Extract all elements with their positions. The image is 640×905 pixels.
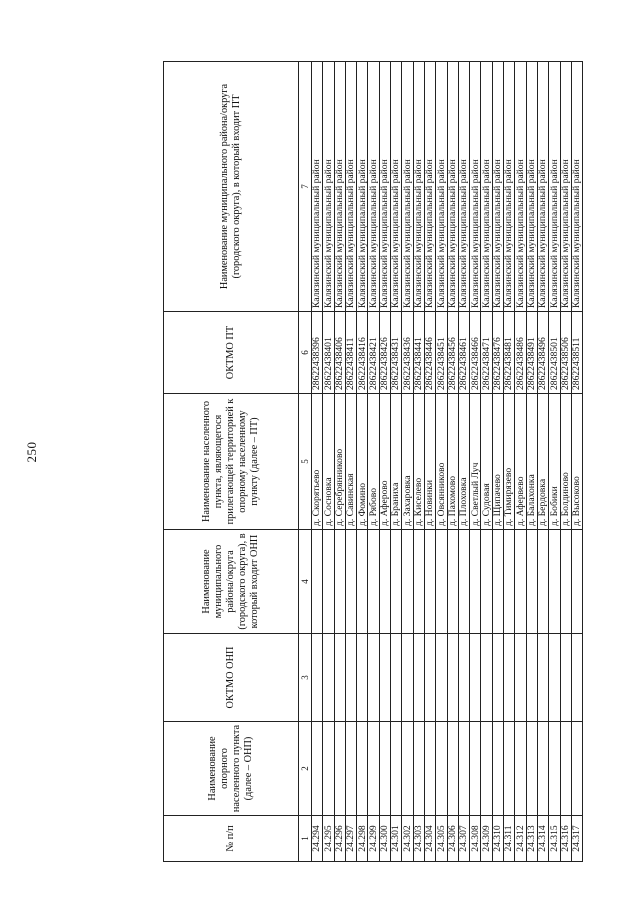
pt-name-cell: д. Щипачево <box>492 394 503 530</box>
onp-district-cell <box>549 530 560 634</box>
onp-oktmo-cell <box>571 634 582 722</box>
pt-district-cell: Калязинский муниципальный район <box>413 62 424 312</box>
onp-district-cell <box>323 530 334 634</box>
row-number: 24.299 <box>368 816 379 862</box>
onp-oktmo-cell <box>402 634 413 722</box>
row-number: 24.294 <box>312 816 323 862</box>
onp-district-cell <box>345 530 356 634</box>
onp-name-cell <box>323 722 334 816</box>
onp-district-cell <box>481 530 492 634</box>
pt-district-cell: Калязинский муниципальный район <box>379 62 390 312</box>
onp-name-cell <box>334 722 345 816</box>
onp-name-cell <box>402 722 413 816</box>
table-row <box>323 62 334 862</box>
pt-district-cell: Калязинский муниципальный район <box>312 62 323 312</box>
row-number: 24.304 <box>424 816 435 862</box>
onp-name-cell <box>537 722 548 816</box>
pt-district-cell: Калязинский муниципальный район <box>515 62 526 312</box>
pt-name-cell: д. Захаровка <box>402 394 413 530</box>
column-number: 1 <box>299 816 312 862</box>
row-number: 24.301 <box>391 816 402 862</box>
pt-district-cell: Калязинский муниципальный район <box>481 62 492 312</box>
table-row <box>515 62 526 862</box>
onp-oktmo-cell <box>549 634 560 722</box>
pt-name-cell: д. Пахомово <box>447 394 458 530</box>
header-cell-onp-name: Наименование опорного населенного пункта (далее – ОНП) <box>164 722 299 816</box>
row-number: 24.305 <box>436 816 447 862</box>
table-row <box>447 62 458 862</box>
onp-name-cell <box>458 722 469 816</box>
onp-oktmo-cell <box>334 634 345 722</box>
pt-district-cell: Калязинский муниципальный район <box>537 62 548 312</box>
pt-district-cell: Калязинский муниципальный район <box>334 62 345 312</box>
pt-oktmo-cell: 28622438406 <box>334 312 345 394</box>
pt-name-cell: д. Аферово <box>379 394 390 530</box>
pt-oktmo-cell: 28622438416 <box>357 312 368 394</box>
onp-district-cell <box>571 530 582 634</box>
pt-name-cell: д. Серебрянниково <box>334 394 345 530</box>
onp-name-cell <box>436 722 447 816</box>
pt-district-cell: Калязинский муниципальный район <box>458 62 469 312</box>
onp-oktmo-cell <box>368 634 379 722</box>
pt-name-cell: д. Савинская <box>345 394 356 530</box>
onp-district-cell <box>357 530 368 634</box>
settlements-table <box>163 61 583 862</box>
table-row <box>357 62 368 862</box>
pt-oktmo-cell: 28622438511 <box>571 312 582 394</box>
onp-district-cell <box>492 530 503 634</box>
pt-name-cell: д. Киселево <box>413 394 424 530</box>
row-number: 24.313 <box>526 816 537 862</box>
onp-name-cell <box>391 722 402 816</box>
onp-district-cell <box>458 530 469 634</box>
onp-oktmo-cell <box>413 634 424 722</box>
header-cell-onp-district: Наименование муниципального района/округа (городского округа), в который входит ОНП <box>164 530 299 634</box>
pt-oktmo-cell: 28622438441 <box>413 312 424 394</box>
onp-district-cell <box>413 530 424 634</box>
row-number: 24.296 <box>334 816 345 862</box>
onp-oktmo-cell <box>447 634 458 722</box>
pt-district-cell: Калязинский муниципальный район <box>323 62 334 312</box>
onp-name-cell <box>492 722 503 816</box>
onp-name-cell <box>379 722 390 816</box>
pt-oktmo-cell: 28622438451 <box>436 312 447 394</box>
pt-oktmo-cell: 28622438421 <box>368 312 379 394</box>
table-row <box>368 62 379 862</box>
table-row <box>526 62 537 862</box>
pt-oktmo-cell: 28622438506 <box>560 312 571 394</box>
table-row <box>492 62 503 862</box>
onp-name-cell <box>447 722 458 816</box>
pt-name-cell: д. Бобики <box>549 394 560 530</box>
pt-oktmo-cell: 28622438466 <box>470 312 481 394</box>
onp-name-cell <box>571 722 582 816</box>
table-row <box>413 62 424 862</box>
pt-district-cell: Калязинский муниципальный район <box>504 62 515 312</box>
column-number: 3 <box>299 634 312 722</box>
table-row <box>402 62 413 862</box>
row-number: 24.295 <box>323 816 334 862</box>
pt-name-cell: д. Высоково <box>571 394 582 530</box>
pt-oktmo-cell: 28622438431 <box>391 312 402 394</box>
pt-district-cell: Калязинский муниципальный район <box>345 62 356 312</box>
row-number: 24.309 <box>481 816 492 862</box>
onp-name-cell <box>560 722 571 816</box>
row-number: 24.298 <box>357 816 368 862</box>
row-number: 24.303 <box>413 816 424 862</box>
onp-name-cell <box>345 722 356 816</box>
onp-district-cell <box>424 530 435 634</box>
row-number: 24.300 <box>379 816 390 862</box>
column-number: 5 <box>299 394 312 530</box>
onp-name-cell <box>526 722 537 816</box>
onp-oktmo-cell <box>323 634 334 722</box>
onp-oktmo-cell <box>526 634 537 722</box>
pt-district-cell: Калязинский муниципальный район <box>368 62 379 312</box>
table-row <box>334 62 345 862</box>
row-number: 24.315 <box>549 816 560 862</box>
pt-name-cell: д. Новинки <box>424 394 435 530</box>
row-number: 24.316 <box>560 816 571 862</box>
pt-oktmo-cell: 28622438426 <box>379 312 390 394</box>
pt-oktmo-cell: 28622438471 <box>481 312 492 394</box>
row-number: 24.308 <box>470 816 481 862</box>
table-row <box>391 62 402 862</box>
pt-oktmo-cell: 28622438446 <box>424 312 435 394</box>
onp-name-cell <box>424 722 435 816</box>
column-number: 6 <box>299 312 312 394</box>
onp-oktmo-cell <box>470 634 481 722</box>
pt-name-cell: д. Судовая <box>481 394 492 530</box>
pt-district-cell: Калязинский муниципальный район <box>526 62 537 312</box>
onp-district-cell <box>515 530 526 634</box>
header-row <box>164 62 299 862</box>
page-number: 250 <box>24 441 39 463</box>
onp-name-cell <box>312 722 323 816</box>
row-number: 24.310 <box>492 816 503 862</box>
row-number: 24.297 <box>345 816 356 862</box>
onp-name-cell <box>368 722 379 816</box>
pt-name-cell: д. Бердовка <box>537 394 548 530</box>
onp-name-cell <box>470 722 481 816</box>
onp-district-cell <box>334 530 345 634</box>
pt-name-cell: д. Сосновка <box>323 394 334 530</box>
pt-oktmo-cell: 28622438481 <box>504 312 515 394</box>
header-cell-pt-district: Наименование муниципального района/округа (городского округа), в который входит ПТ <box>164 62 299 312</box>
table-row <box>560 62 571 862</box>
pt-oktmo-cell: 28622438436 <box>402 312 413 394</box>
table-row <box>345 62 356 862</box>
onp-oktmo-cell <box>537 634 548 722</box>
onp-district-cell <box>470 530 481 634</box>
pt-oktmo-cell: 28622438476 <box>492 312 503 394</box>
column-number-row <box>299 62 312 862</box>
onp-district-cell <box>560 530 571 634</box>
pt-oktmo-cell: 28622438456 <box>447 312 458 394</box>
onp-district-cell <box>504 530 515 634</box>
pt-oktmo-cell: 28622438461 <box>458 312 469 394</box>
pt-name-cell: д. Рябово <box>368 394 379 530</box>
column-number: 4 <box>299 530 312 634</box>
onp-district-cell <box>526 530 537 634</box>
onp-district-cell <box>379 530 390 634</box>
onp-oktmo-cell <box>515 634 526 722</box>
onp-name-cell <box>481 722 492 816</box>
pt-district-cell: Калязинский муниципальный район <box>402 62 413 312</box>
pt-name-cell: д. Браниха <box>391 394 402 530</box>
pt-name-cell: д. Афервево <box>515 394 526 530</box>
onp-oktmo-cell <box>436 634 447 722</box>
onp-district-cell <box>447 530 458 634</box>
onp-district-cell <box>391 530 402 634</box>
pt-oktmo-cell: 28622438411 <box>345 312 356 394</box>
table-body <box>312 62 583 862</box>
pt-district-cell: Калязинский муниципальный район <box>447 62 458 312</box>
pt-oktmo-cell: 28622438501 <box>549 312 560 394</box>
pt-district-cell: Калязинский муниципальный район <box>560 62 571 312</box>
pt-name-cell: д. Скорятьево <box>312 394 323 530</box>
pt-name-cell: д. Светлый Луч <box>470 394 481 530</box>
table-row <box>537 62 548 862</box>
row-number: 24.306 <box>447 816 458 862</box>
pt-district-cell: Калязинский муниципальный район <box>571 62 582 312</box>
pt-name-cell: д. Балахонка <box>526 394 537 530</box>
onp-oktmo-cell <box>492 634 503 722</box>
row-number: 24.314 <box>537 816 548 862</box>
table-row <box>424 62 435 862</box>
pt-name-cell: д. Плоховка <box>458 394 469 530</box>
onp-name-cell <box>515 722 526 816</box>
onp-district-cell <box>537 530 548 634</box>
header-cell-pt-oktmo: ОКТМО ПТ <box>164 312 299 394</box>
header-cell-onp-oktmo: ОКТМО ОНП <box>164 634 299 722</box>
onp-district-cell <box>312 530 323 634</box>
column-number: 2 <box>299 722 312 816</box>
pt-name-cell: д. Болдиново <box>560 394 571 530</box>
pt-district-cell: Калязинский муниципальный район <box>436 62 447 312</box>
pt-district-cell: Калязинский муниципальный район <box>492 62 503 312</box>
onp-oktmo-cell <box>379 634 390 722</box>
pt-oktmo-cell: 28622438491 <box>526 312 537 394</box>
row-number: 24.311 <box>504 816 515 862</box>
table-row <box>470 62 481 862</box>
onp-name-cell <box>357 722 368 816</box>
table-row <box>458 62 469 862</box>
table-row <box>571 62 582 862</box>
row-number: 24.302 <box>402 816 413 862</box>
table-row <box>436 62 447 862</box>
pt-district-cell: Калязинский муниципальный район <box>424 62 435 312</box>
row-number: 24.307 <box>458 816 469 862</box>
onp-district-cell <box>436 530 447 634</box>
pt-district-cell: Калязинский муниципальный район <box>391 62 402 312</box>
table-row <box>312 62 323 862</box>
onp-oktmo-cell <box>391 634 402 722</box>
pt-oktmo-cell: 28622438396 <box>312 312 323 394</box>
table-frame <box>163 62 583 862</box>
table-row <box>504 62 515 862</box>
onp-oktmo-cell <box>560 634 571 722</box>
row-number: 24.312 <box>515 816 526 862</box>
onp-name-cell <box>549 722 560 816</box>
column-number: 7 <box>299 62 312 312</box>
onp-name-cell <box>413 722 424 816</box>
onp-oktmo-cell <box>504 634 515 722</box>
pt-oktmo-cell: 28622438486 <box>515 312 526 394</box>
onp-oktmo-cell <box>345 634 356 722</box>
pt-name-cell: д. Фомино <box>357 394 368 530</box>
pt-district-cell: Калязинский муниципальный район <box>549 62 560 312</box>
pt-name-cell: д. Тимирязево <box>504 394 515 530</box>
pt-name-cell: д. Овсянниково <box>436 394 447 530</box>
pt-oktmo-cell: 28622438401 <box>323 312 334 394</box>
header-cell-pt-name: Наименование населенного пункта, являющегося прилегающей территорией к опорному населенному пункту (далее – ПТ) <box>164 394 299 530</box>
table-row <box>481 62 492 862</box>
pt-oktmo-cell: 28622438496 <box>537 312 548 394</box>
row-number: 24.317 <box>571 816 582 862</box>
onp-district-cell <box>368 530 379 634</box>
onp-district-cell <box>402 530 413 634</box>
pt-district-cell: Калязинский муниципальный район <box>357 62 368 312</box>
onp-oktmo-cell <box>458 634 469 722</box>
table-row <box>379 62 390 862</box>
onp-oktmo-cell <box>424 634 435 722</box>
table-row <box>549 62 560 862</box>
onp-oktmo-cell <box>312 634 323 722</box>
onp-name-cell <box>504 722 515 816</box>
onp-oktmo-cell <box>357 634 368 722</box>
onp-oktmo-cell <box>481 634 492 722</box>
pt-district-cell: Калязинский муниципальный район <box>470 62 481 312</box>
header-cell-number: № п/п <box>164 816 299 862</box>
